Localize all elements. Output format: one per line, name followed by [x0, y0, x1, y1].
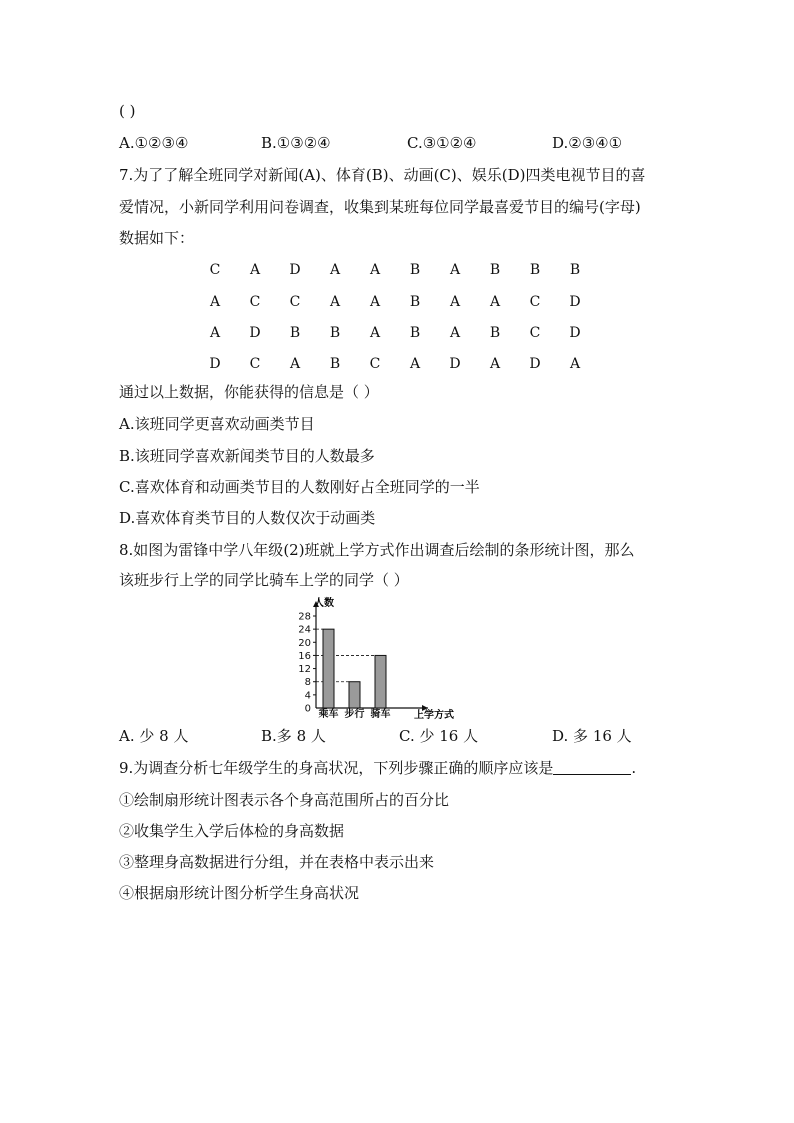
grid-cell: C	[289, 294, 301, 310]
chart-bars	[323, 629, 386, 708]
bar-1	[323, 629, 334, 708]
grid-cell: B	[409, 325, 421, 341]
grid-cell: C	[209, 262, 221, 278]
grid-cell: C	[529, 294, 541, 310]
option-letter: C.	[407, 134, 423, 152]
grid-cell: A	[249, 262, 261, 278]
q9-step-2: ②收集学生入学后体检的身高数据	[119, 822, 345, 840]
y-tick-label: 0	[304, 703, 311, 715]
grid-cell: A	[209, 325, 221, 341]
grid-cell: B	[529, 262, 541, 278]
grid-cell: A	[369, 294, 381, 310]
q7-option-b[interactable]: B.该班同学喜欢新闻类节目的人数最多	[119, 447, 375, 465]
grid-cell: B	[409, 262, 421, 278]
answer-blank[interactable]	[553, 758, 631, 775]
grid-cell: C	[249, 294, 261, 310]
option-letter: B.	[261, 727, 277, 745]
q8-option-b[interactable]	[261, 726, 326, 746]
grid-cell: C	[529, 325, 541, 341]
grid-cell: B	[409, 294, 421, 310]
q6-answer-paren: ( )	[119, 102, 136, 120]
grid-cell: D	[289, 262, 301, 278]
grid-cell: B	[289, 325, 301, 341]
grid-cell: A	[289, 356, 301, 372]
y-tick-label: 8	[304, 677, 311, 689]
option-letter: A.	[119, 134, 135, 152]
grid-cell: B	[489, 262, 501, 278]
q7-option-c[interactable]: C.喜欢体育和动画类节目的人数刚好占全班同学的一半	[119, 478, 480, 496]
grid-cell: A	[329, 294, 341, 310]
grid-cell: A	[489, 356, 501, 372]
option-letter: A.	[119, 727, 135, 745]
grid-cell: A	[369, 325, 381, 341]
option-letter: D.	[552, 134, 569, 152]
grid-cell: A	[569, 356, 581, 372]
chart-x-axis-label: 上学方式	[414, 710, 454, 720]
y-tick-label: 16	[298, 650, 311, 662]
grid-cell: B	[569, 262, 581, 278]
chart-y-axis-label: 人数	[314, 598, 334, 609]
option-text: 多 16 人	[573, 727, 632, 745]
q8-option-c[interactable]	[399, 726, 478, 746]
q9-stem-text: 9.为调查分析七年级学生的身高状况，下列步骤正确的顺序应该是	[119, 759, 554, 777]
grid-cell: D	[529, 356, 541, 372]
q9-step-1: ①绘制扇形统计图表示各个身高范围所占的百分比	[119, 791, 450, 809]
grid-cell: A	[489, 294, 501, 310]
q7-option-d[interactable]: D.喜欢体育类节目的人数仅次于动画类	[119, 509, 376, 527]
q9-step-3: ③整理身高数据进行分组，并在表格中表示出来	[119, 853, 435, 871]
y-tick-label: 12	[298, 664, 311, 676]
bar-2	[349, 682, 360, 708]
q8-option-d[interactable]	[552, 726, 632, 746]
grid-cell: C	[249, 356, 261, 372]
option-text: ②③④①	[568, 134, 623, 152]
grid-cell: A	[449, 325, 461, 341]
grid-cell: B	[329, 325, 341, 341]
grid-cell: B	[329, 356, 341, 372]
q6-option-c[interactable]	[407, 133, 477, 153]
q6-option-d[interactable]	[552, 133, 622, 153]
bar-3	[375, 655, 386, 708]
grid-cell: D	[569, 294, 581, 310]
q7-stem-line-2: 爱情况，小新同学利用问卷调查，收集到某班每位同学最喜爱节目的编号(字母)	[119, 198, 641, 216]
y-tick-label: 4	[304, 690, 311, 702]
grid-cell: A	[449, 262, 461, 278]
x-category-label: 步行	[344, 709, 365, 720]
option-letter: D.	[552, 727, 569, 745]
q8-stem-line-2: 该班步行上学的同学比骑车上学的同学（ ）	[119, 571, 409, 589]
grid-cell: A	[449, 294, 461, 310]
grid-cell: A	[209, 294, 221, 310]
q6-option-b[interactable]	[261, 133, 331, 153]
grid-cell: A	[369, 262, 381, 278]
x-category-label: 骑车	[370, 709, 391, 720]
grid-cell: D	[209, 356, 221, 372]
q8-stem-line-1: 8.如图为雷锋中学八年级(2)班就上学方式作出调查后绘制的条形统计图，那么	[119, 541, 635, 559]
bar-chart	[296, 594, 460, 720]
y-tick-label: 20	[298, 637, 311, 649]
grid-cell: D	[249, 325, 261, 341]
grid-cell: D	[569, 325, 581, 341]
x-category-label: 乘车	[318, 709, 339, 720]
q9-step-4: ④根据扇形统计图分析学生身高状况	[119, 884, 360, 902]
option-text: 少 8 人	[139, 727, 189, 745]
q7-stem-line-3: 数据如下：	[119, 229, 195, 247]
option-text: ①②③④	[134, 134, 189, 152]
q7-stem-line-1: 7.为了了解全班同学对新闻(A)、体育(B)、动画(C)、娱乐(D)四类电视节目的喜	[119, 166, 646, 184]
option-letter: B.	[261, 134, 277, 152]
q9-stem-end: .	[631, 759, 637, 777]
q9-stem	[119, 758, 636, 778]
option-text: 多 8 人	[276, 727, 326, 745]
grid-cell: A	[329, 262, 341, 278]
y-tick-label: 24	[298, 624, 311, 636]
q7-option-a[interactable]: A.该班同学更喜欢动画类节目	[119, 415, 315, 433]
chart-category-labels	[319, 707, 391, 720]
option-letter: C.	[399, 727, 415, 745]
q6-option-a[interactable]	[119, 133, 188, 153]
option-text: 少 16 人	[419, 727, 479, 745]
chart-ticks	[298, 612, 316, 715]
grid-cell: C	[369, 356, 381, 372]
option-text: ①③②④	[276, 134, 331, 152]
option-text: ③①②④	[422, 134, 477, 152]
y-tick-label: 28	[298, 611, 311, 623]
grid-cell: B	[489, 325, 501, 341]
q7-question: 通过以上数据，你能获得的信息是（ ）	[119, 383, 379, 401]
grid-cell: A	[409, 356, 421, 372]
grid-cell: D	[449, 356, 461, 372]
q8-option-a[interactable]	[119, 726, 188, 746]
